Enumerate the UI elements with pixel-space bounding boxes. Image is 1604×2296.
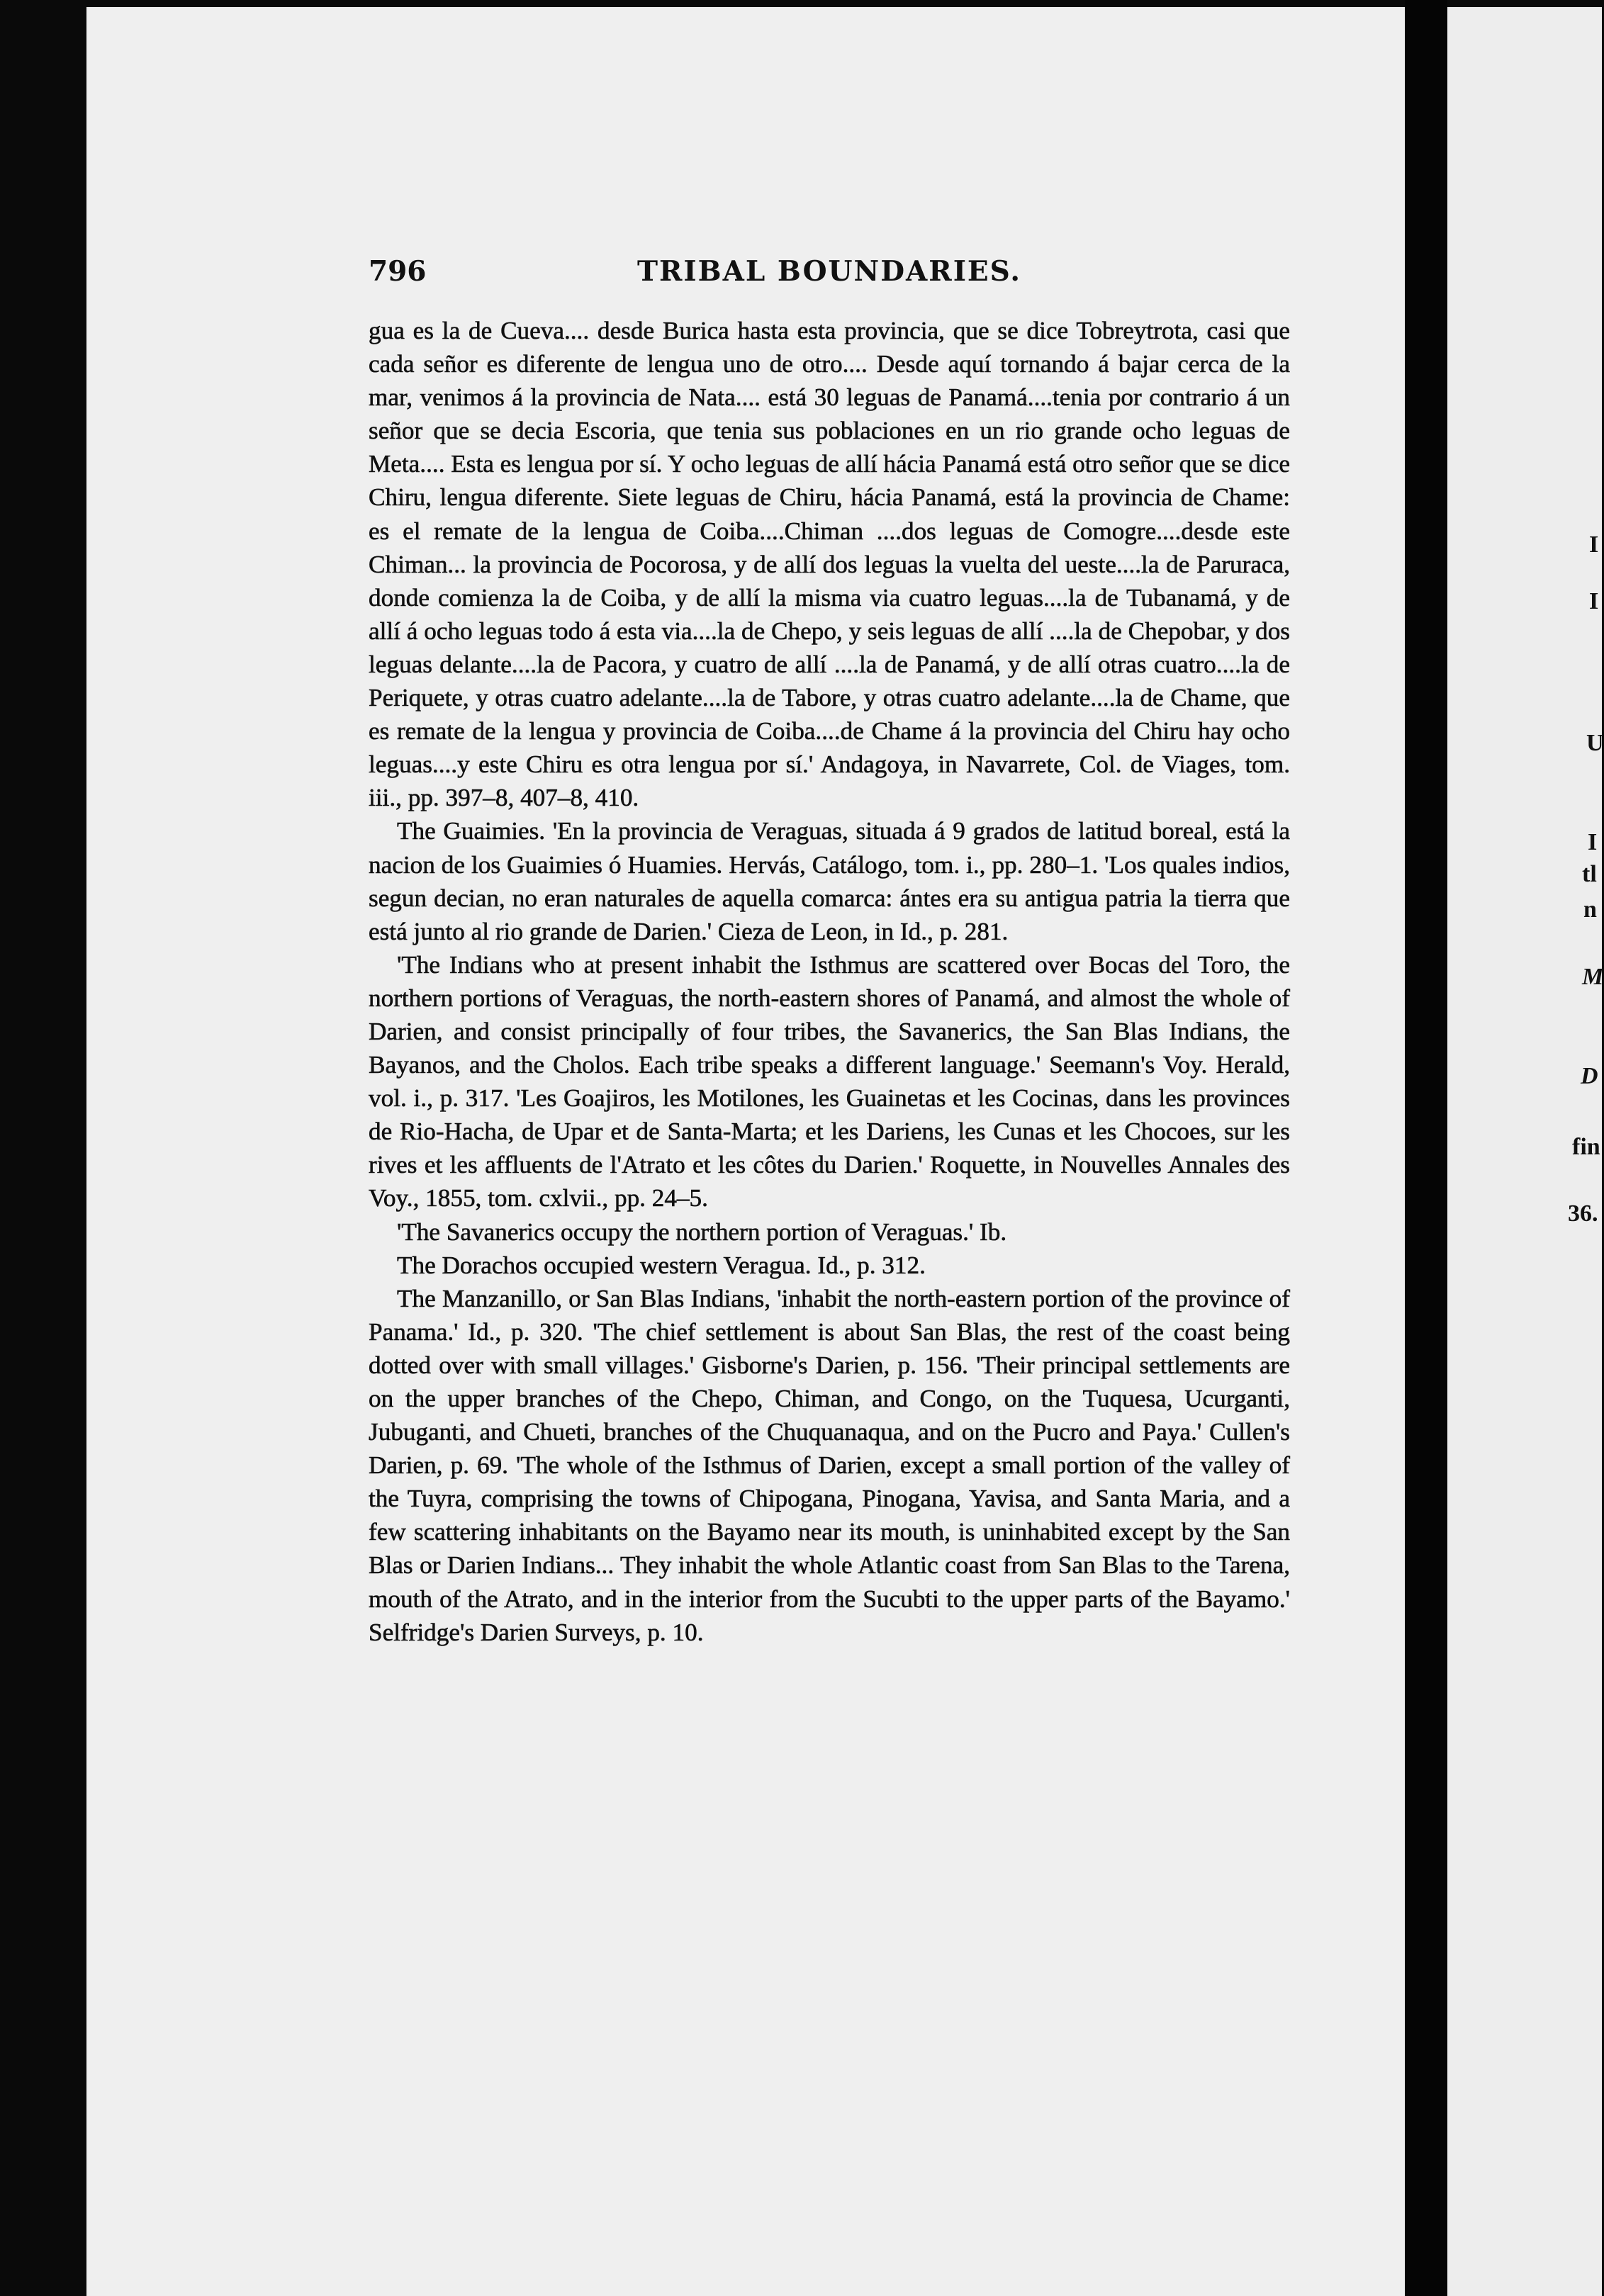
adjacent-page-fragment: I [1589, 588, 1599, 614]
adjacent-page-fragment: I [1589, 531, 1599, 558]
page-body [369, 314, 1290, 1649]
page-header [369, 255, 1290, 291]
paragraph: The Dorachos occupied western Veragua. Id., p. 312. [397, 1251, 926, 1279]
paragraph: The Guaimies. 'En la provincia de Veraguas, situada á 9 grados de latitud boreal, está la nacion de los Guaimies ó Huamies. Hervás, Catálogo, tom. i., pp. 280–1. 'Los quales indios, segun decian, no eran naturales de aquella comarca: ántes era su antigua patria la tierra que está junto al rio grande de Darien.' Cieza de Leon, in Id., p. 281. [369, 817, 1290, 945]
adjacent-page-fragment: n [1583, 896, 1597, 923]
running-title: TRIBAL BOUNDARIES. [636, 255, 1022, 288]
adjacent-page-fragment: D [1581, 1063, 1598, 1089]
paragraph: 'The Indians who at present inhabit the Isthmus are scattered over Bocas del Toro, the northern portions of Veraguas, the north-eastern shores of Panamá, and almost the whole of Darien, and consist principally of four tribes, the Savanerics, the San Blas Indians, the Bayanos, and the Cholos. Each tribe speaks a different language.' Seemann's Voy. Herald, vol. i., p. 317. 'Les Goajiros, les Motilones, les Guainetas et les Cocinas, dans les provinces de Rio-Hacha, de Upar et de Santa-Marta; et les Dariens, les Cunas et les Chocoes, sur les rives et les affluents de l'Atrato et les côtes du Darien.' Roquette, in Nouvelles Annales des Voy., 1855, tom. cxlvii., pp. 24–5. [369, 950, 1290, 1212]
book-gutter [1405, 0, 1447, 2296]
adjacent-page-fragment: 36. [1568, 1200, 1598, 1227]
paragraph: gua es la de Cueva.... desde Burica hasta esta provincia, que se dice Tobreytrota, casi que cada señor es diferente de lengua uno de otro.... Desde aquí tornando á bajar cerca de la mar, venimos á la provincia de Nata.... está 30 leguas de Panamá....tenia por contrario á un señor que se decia Escoria, que tenia sus poblaciones en un rio grande ocho leguas de Meta.... Esta es lengua por sí. Y ocho leguas de allí hácia Panamá está otro señor que se dice Chiru, lengua diferente. Siete leguas de Chiru, hácia Panamá, está la provincia de Chame: es el remate de la lengua de Coiba....Chiman ....dos leguas de Comogre....desde este Chiman... la provincia de Pocorosa, y de allí dos leguas la vuelta del ueste....la de Paruraca, donde comienza la de Coiba, y de allí la misma via cuatro leguas....la de Tubanamá, y de allí á ocho leguas todo á esta via....la de Chepo, y seis leguas de allí ....la de Chepobar, y dos leguas delante....la de Pacora, y cuatro de allí ....la de Panamá, y de allí otras cuatro....la de Periquete, y otras cuatro adelante....la de Tabore, y otras cuatro adelante....la de Chame, que es remate de la lengua y provincia de Coiba....de Chame á la provincia del Chiru hay ocho leguas....y este Chiru es otra lengua por sí.' Andagoya, in Navarrete, Col. de Viages, tom. iii., pp. 397–8, 407–8, 410. [369, 317, 1290, 812]
paragraph: The Manzanillo, or San Blas Indians, 'inhabit the north-eastern portion of the province of Panama.' Id., p. 320. 'The chief settlement is about San Blas, the rest of the coast being dotted over with small villages.' Gisborne's Darien, p. 156. 'Their principal settlements are on the upper branches of the Chepo, Chiman, and Congo, on the Tuquesa, Ucurganti, Jubuganti, and Chueti, branches of the Chuquanaqua, and on the Pucro and Paya.' Cullen's Darien, p. 69. 'The whole of the Isthmus of Darien, except a small portion of the valley of the Tuyra, comprising the towns of Chipogana, Pinogana, Yavisa, and Santa Maria, and a few scattering inhabitants on the Bayamo near its mouth, is uninhabited except by the San Blas or Darien Indians... They inhabit the whole Atlantic coast from San Blas to the Tarena, mouth of the Atrato, and in the interior from the Sucubti to the upper parts of the Bayamo.' Selfridge's Darien Surveys, p. 10. [369, 1284, 1290, 1646]
paragraph: 'The Savanerics occupy the northern portion of Veraguas.' Ib. [397, 1217, 1007, 1246]
adjacent-page-edge [1447, 7, 1602, 2296]
adjacent-page-fragment: I [1588, 829, 1598, 855]
adjacent-page-fragment: tl [1582, 861, 1597, 887]
adjacent-page-fragment: U [1586, 730, 1604, 756]
adjacent-page-fragment: M [1582, 964, 1604, 990]
adjacent-page-fragment: fin [1572, 1134, 1600, 1160]
page-number: 796 [369, 255, 427, 288]
